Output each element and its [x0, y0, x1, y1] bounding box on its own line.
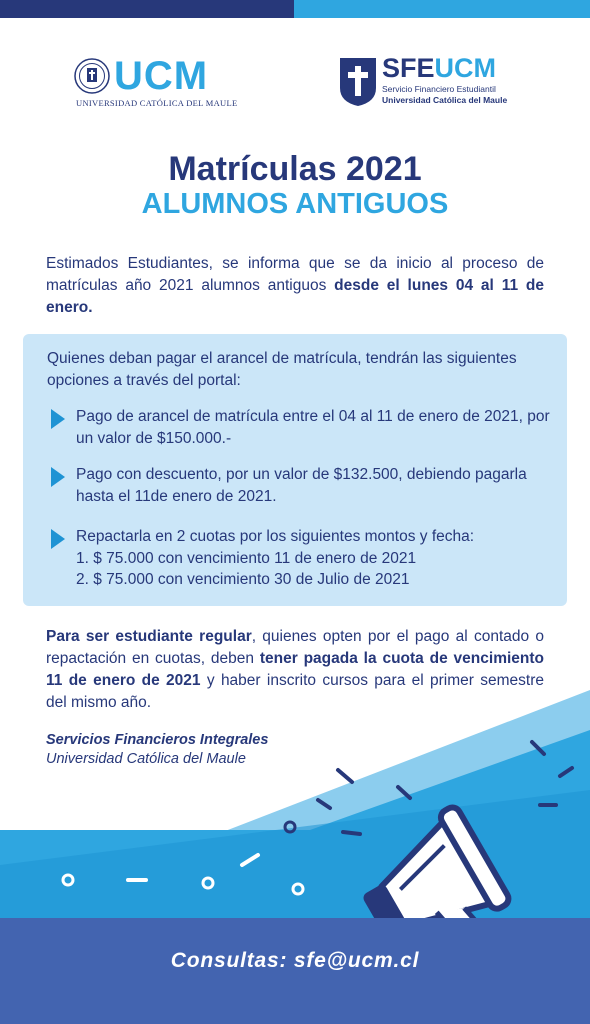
ucm-tagline: UNIVERSIDAD CATÓLICA DEL MAULE — [76, 98, 238, 108]
regular-bold-2: tener pagada la cuota de vencimiento 11 de enero de 2021 — [46, 650, 544, 689]
option-text: Pago de arancel de matrícula entre el 04 al 11 de enero de 2021, por un valor de $150.000.- — [76, 408, 550, 447]
signature-line-2: Universidad Católica del Maule — [46, 751, 246, 767]
page-title: Matrículas 2021 — [168, 150, 422, 188]
sparkle-circles — [63, 822, 303, 894]
regular-text-1: , quienes opten por el pago al contado o repactación en cuotas, deben — [46, 628, 544, 667]
sparkle-dashes — [128, 742, 572, 880]
sfe-word-a: SFE — [382, 53, 435, 83]
signature-line-1: Servicios Financieros Integrales — [46, 732, 269, 748]
intro-bold: desde el lunes 04 al 11 de enero. — [46, 277, 544, 316]
regular-bold-1: Para ser estudiante regular — [46, 628, 252, 645]
sfe-line2: Universidad Católica del Maule — [382, 95, 508, 105]
contact-email: Consultas: sfe@ucm.cl — [170, 949, 420, 972]
installment-item: 1. $ 75.000 con vencimiento 11 de enero de 2021 — [76, 550, 417, 567]
option-text: Pago con descuento, por un valor de $132.500, debiendo pagarla hasta el 11de enero de 2021. — [76, 466, 527, 505]
page-subtitle: ALUMNOS ANTIGUOS — [141, 188, 449, 220]
installment-item: 2. $ 75.000 con vencimiento 30 de Julio de 2021 — [76, 571, 410, 588]
ucm-wordmark: UCM — [114, 54, 209, 98]
sfe-line1: Servicio Financiero Estudiantil — [382, 84, 496, 94]
regular-text-2: y haber inscrito cursos para el primer semestre del mismo año. — [46, 672, 545, 711]
sfe-word-b: UCM — [434, 53, 497, 83]
intro-text: Estimados Estudiantes, se informa que se da inicio al proceso de matrículas año 2021 alumnos antiguos — [46, 255, 544, 294]
option-text-line: Repactarla en 2 cuotas por los siguientes montos y fecha: — [76, 528, 475, 545]
options-intro: Quienes deban pagar el arancel de matrícula, tendrán las siguientes opciones a través del portal: — [47, 350, 517, 389]
